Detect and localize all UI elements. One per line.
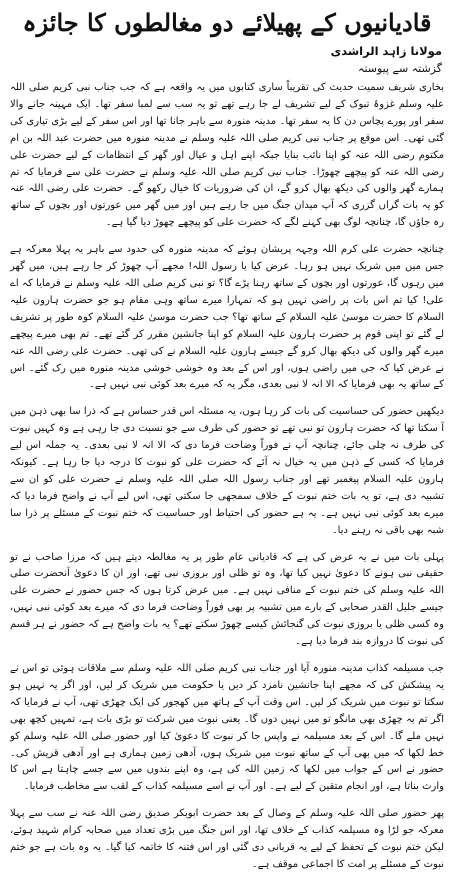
article-paragraph: چنانچہ حضرت علی کرم اللہ وجہہ پریشان ہوئے کہ مدینہ منورہ کی حدود سے باہر یہ پہلا معرکہ ہے جس میں میں شریک نہیں ہو رہا۔ عرض کیا یا رسول اللہ! مجھے آپ چھوڑ کر جا رہے ہیں، میں گھر میں رہوں گا، عورتوں اور بچوں کے ساتھ رہنا پڑے گا؟ تو نبی کریم صلی اللہ علیہ وسلم نے فرمایا کہ اے علی! کیا تم اس بات پر راضی نہیں ہو کہ تمہارا میرے ساتھ وہی مقام ہو جو حضرت ہارون علیہ السلام کا حضرت موسیٰ علیہ السلام کے ساتھ تھا؟ جب حضرت موسیٰ علیہ السلام کوہ طور پر تشریف لے گئے تو اپنی قوم پر حضرت ہارون علیہ السلام کو اپنا جانشین مقرر کر گئے تھے۔ تم بھی میرے پیچھے میرے گھر والوں کی دیکھ بھال کرو گے جیسے ہارون علیہ السلام نے کی تھی۔ حضرت علی رضی اللہ عنہ نے عرض کیا کہ جی میں راضی ہوں، اور اس کے بعد وہ خوشی خوشی مدینہ منورہ میں رک گئے۔ اس کے ساتھ یہ بھی فرمایا کہ الا انہ لا نبی بعدی، مگر یہ کہ میرے بعد کوئی نبی نہیں ہے۔	[10, 244, 444, 391]
article-paragraph: جب مسیلمہ کذاب مدینہ منورہ آیا اور جناب نبی کریم صلی اللہ علیہ وسلم سے ملاقات ہوئی تو اس نے یہ پیشکش کی کہ مجھے اپنا جانشین نامزد کر دیں یا حکومت میں شریک کر لیں، اور اگر یہ نہیں ہو سکتا تو نبوت میں شریک کر لیں۔ اس وقت آپ کے ہاتھ میں کھجور کی ایک چھڑی تھی، آپ نے فرمایا کہ اگر تم یہ چھڑی بھی مانگو تو میں نہیں دوں گا۔ یعنی نبوت میں شرکت تو بڑی بات ہے، تمہیں کچھ بھی نہیں ملے گا۔ اس کے بعد مسیلمہ نے واپس جا کر نبوت کا دعویٰ کیا اور حضور صلی اللہ علیہ وسلم کو خط لکھا کہ میں بھی آپ کے ساتھ نبوت میں شریک ہوں، آدھی زمین ہماری ہے اور آدھی قریش کی۔ حضور نے اس کے جواب میں لکھا کہ زمین اللہ کی ہے، وہ اپنے بندوں میں سے جسے چاہتا ہے اس کا وارث بناتا ہے، اور انجام متقین کے لیے ہے۔ اور آپ نے اسے مسیلمہ کذاب کے لقب سے مخاطب فرمایا۔	[10, 663, 444, 793]
continued-label: گزشتہ سے پیوستہ	[358, 62, 442, 75]
article-paragraph: پھر حضور صلی اللہ علیہ وسلم کے وصال کے بعد حضرت ابوبکر صدیق رضی اللہ عنہ نے سب سے پہلا معرکہ جو لڑا وہ مسیلمہ کذاب کے خلاف تھا، اور اس جنگ میں بڑی تعداد میں صحابہ کرام شہید ہوئے، لیکن ختم نبوت کے تحفظ کے لیے یہ قربانی دی گئی اور اس فتنہ کا خاتمہ کیا گیا۔ یہ وہ بات ہے جو ختم نبوت کے مسئلے پر امت کا اجماعی موقف ہے۔	[10, 808, 444, 870]
article-body	[10, 80, 444, 874]
article-author: مولانا زاہد الراشدی	[330, 44, 442, 58]
article-paragraph: پہلی بات میں نے یہ عرض کی ہے کہ قادیانی عام طور پر یہ مغالطہ دیتے ہیں کہ مرزا صاحب نے تو حقیقی نبی ہونے کا دعویٰ نہیں کیا تھا، وہ تو ظلی اور بروزی نبی تھے، اور ان کا دعویٰ آنحضرت صلی اللہ علیہ وسلم کی ختم نبوت کے منافی نہیں ہے۔ میں عرض کرتا ہوں کہ جس حضور نے حضرت علی جیسے جلیل القدر صحابی کے بارے میں تشبیہ پر بھی فوراً وضاحت فرما دی کہ میرے بعد کوئی نبی نہیں، وہ کسی ظلی یا بروزی نبوت کی گنجائش کیسے چھوڑ سکتے تھے؟ یہ بات واضح ہے کہ حضور نے ہر قسم کی نبوت کا دروازہ بند فرما دیا ہے۔	[10, 551, 444, 648]
article-paragraph: دیکھیں حضور کی حساسیت کی بات کر رہا ہوں، یہ مسئلہ اس قدر حساس ہے کہ ذرا سا بھی ذہن میں آ سکتا تھا کہ حضرت ہارون تو نبی تھے تو حضور کی طرف سے جو نسبت دی جا رہی ہے وہ کہیں نبوت کی طرف نہ چلی جائے، چنانچہ آپ نے فوراً وضاحت فرما دی کہ الا انہ لا نبی بعدی۔ یہ جملہ اس لیے فرمایا کہ کسی کے ذہن میں یہ خیال نہ آئے کہ حضرت علی کو نبوت کا درجہ دیا جا رہا ہے۔ کیونکہ ہارون علیہ السلام پیغمبر تھے اور جناب رسول اللہ صلی اللہ علیہ وسلم نے حضرت علی کو ان سے تشبیہ دی ہے، تو یہ بات ختم نبوت کے خلاف سمجھی جا سکتی تھی، اس لیے آپ نے واضح فرما دیا کہ میرے بعد کوئی نبی نہیں ہے۔ یہ ہے حضور کی احتیاط اور حساسیت کہ ختم نبوت کے مسئلے پر ذرا سا شبہ بھی باقی نہ رہنے دیا۔	[10, 406, 444, 536]
article-title: قادیانیوں کے پھیلائے دو مغالطوں کا جائزہ	[22, 8, 432, 37]
article-paragraph: بخاری شریف سمیت حدیث کی تقریباً ساری کتابوں میں یہ واقعہ ہے کہ جب جناب نبی کریم صلی اللہ علیہ وسلم غزوۂ تبوک کے لیے تشریف لے جا رہے تھے تو یہ سب سے لمبا سفر تھا۔ ایک مہینہ جانے والا سفر اور پورے پچاس دن کا یہ سفر تھا۔ مدینہ منورہ سے باہر جانا تھا اور اس سفر کے لیے بڑی تیاری کی گئی تھی۔ اس موقع پر جناب نبی کریم صلی اللہ علیہ وسلم نے مدینہ منورہ میں حضرت عبد اللہ بن ام مکتوم رضی اللہ عنہ کو اپنا نائب بنایا جبکہ اپنے اہل و عیال اور گھر کے انتظامات کے لیے حضرت علی رضی اللہ عنہ کو پیچھے چھوڑا۔ جناب نبی کریم صلی اللہ علیہ وسلم نے حضرت علی سے فرمایا کہ تم ہمارے گھر والوں کی دیکھ بھال کرو گے، ان کی ضروریات کا خیال رکھو گے۔ حضرت علی رضی اللہ عنہ کو یہ بات گراں گزری کہ آپ میدان جنگ میں جا رہے ہیں اور میں گھر میں عورتوں اور بچوں کے ساتھ رہ جاؤں گا، چنانچہ لوگ بھی کہنے لگے کہ حضرت علی کو پیچھے چھوڑ دیا گیا ہے۔	[10, 82, 444, 229]
